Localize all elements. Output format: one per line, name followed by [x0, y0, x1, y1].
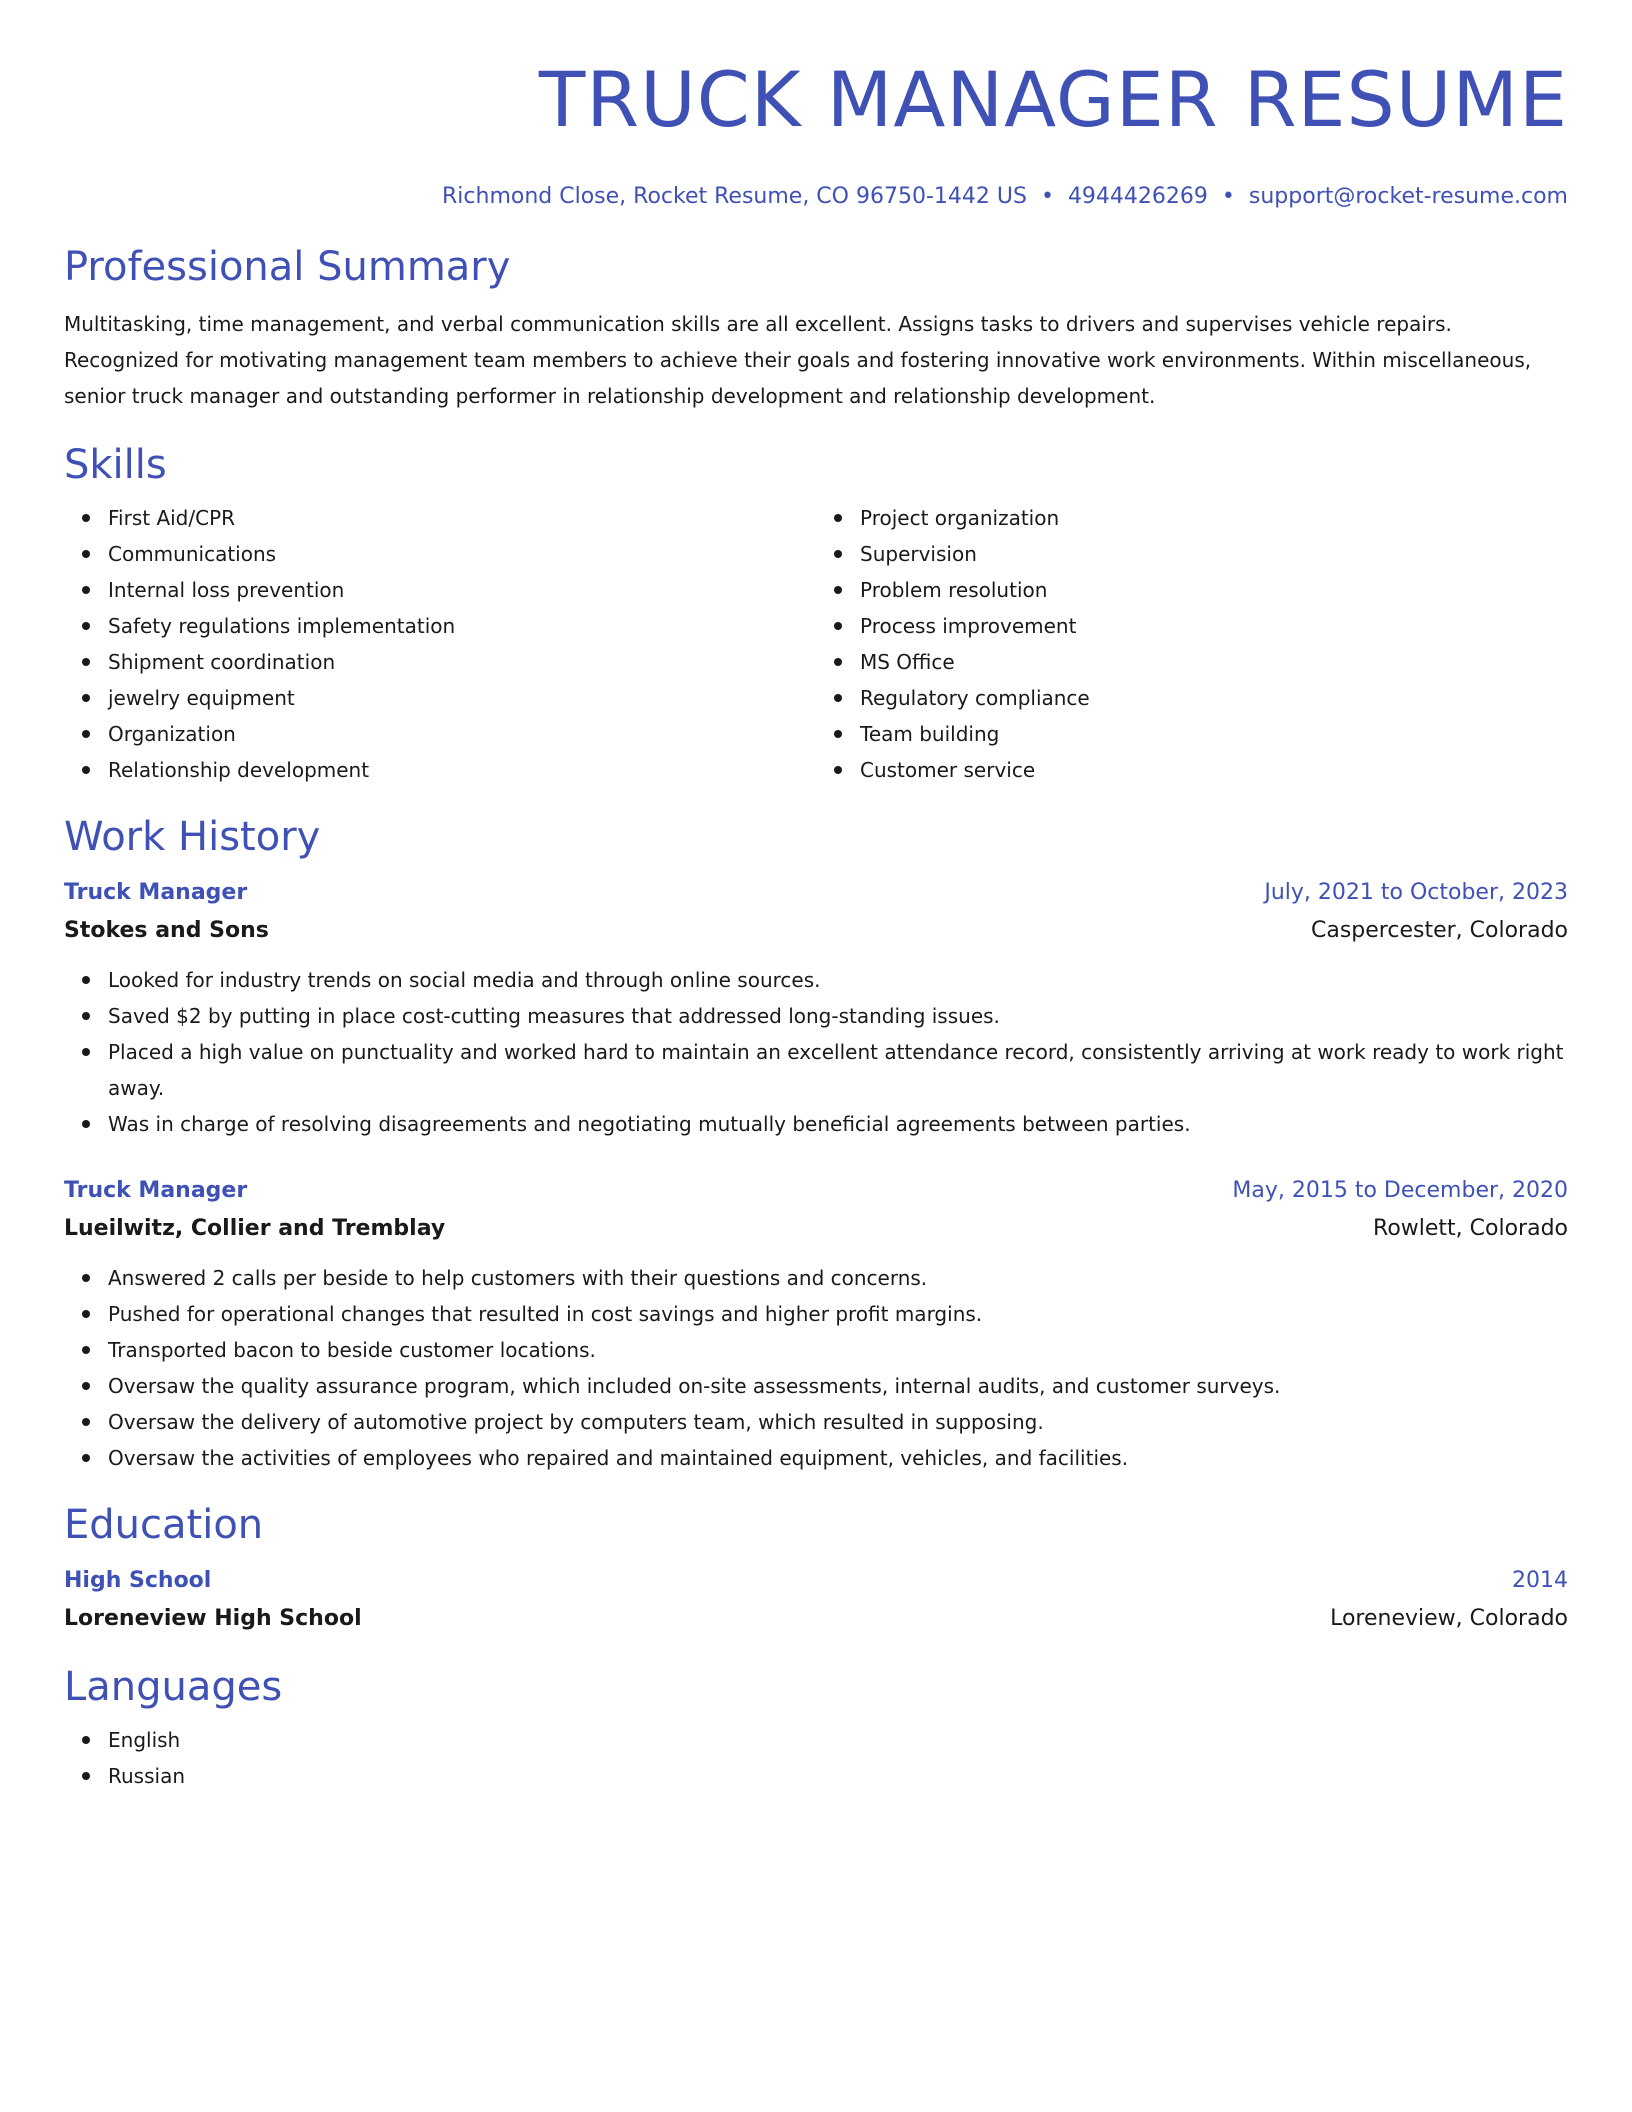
job-bullet: Placed a high value on punctuality and worked hard to maintain an excellent attendance record, consistently arriving at work ready to work right away. — [108, 1034, 1568, 1106]
job-dates: May, 2015 to December, 2020 — [1232, 1178, 1568, 1203]
education-school-row — [64, 1600, 1568, 1638]
skill-item: Team building — [860, 716, 1568, 752]
education-section — [64, 1500, 1568, 1638]
job-bullet: Oversaw the quality assurance program, which included on-site assessments, internal audits, and customer surveys. — [108, 1368, 1568, 1404]
contact-phone: 4944426269 — [1067, 184, 1208, 209]
skill-item: Process improvement — [860, 608, 1568, 644]
job-entry — [64, 1172, 1568, 1476]
contact-separator: • — [1040, 184, 1054, 209]
job-company: Stokes and Sons — [64, 918, 269, 943]
job-bullet: Looked for industry trends on social media and through online sources. — [108, 962, 1568, 998]
education-entry — [64, 1562, 1568, 1638]
contact-separator: • — [1221, 184, 1235, 209]
job-company-row — [64, 912, 1568, 950]
job-bullet: Oversaw the delivery of automotive project by computers team, which resulted in supposing. — [108, 1404, 1568, 1440]
education-header-row — [64, 1562, 1568, 1600]
job-bullet: Saved $2 by putting in place cost-cutting measures that addressed long-standing issues. — [108, 998, 1568, 1034]
skills-column-left — [64, 500, 816, 788]
skill-item: jewelry equipment — [108, 680, 816, 716]
skill-item: Regulatory compliance — [860, 680, 1568, 716]
education-school: Loreneview High School — [64, 1606, 362, 1631]
job-bullet: Pushed for operational changes that resulted in cost savings and higher profit margins. — [108, 1296, 1568, 1332]
skill-item: Internal loss prevention — [108, 572, 816, 608]
language-item: English — [108, 1722, 1568, 1758]
summary-section — [64, 242, 1568, 414]
skills-column-right — [816, 500, 1568, 788]
job-entry — [64, 874, 1568, 1142]
job-bullet: Oversaw the activities of employees who repaired and maintained equipment, vehicles, and facilities. — [108, 1440, 1568, 1476]
skill-item: Safety regulations implementation — [108, 608, 816, 644]
skill-item: Relationship development — [108, 752, 816, 788]
skill-item: Supervision — [860, 536, 1568, 572]
job-company: Lueilwitz, Collier and Tremblay — [64, 1216, 446, 1241]
skill-item: Project organization — [860, 500, 1568, 536]
skill-item: First Aid/CPR — [108, 500, 816, 536]
education-location: Loreneview, Colorado — [1330, 1606, 1568, 1631]
job-dates: July, 2021 to October, 2023 — [1264, 880, 1568, 905]
job-bullets — [64, 1260, 1568, 1476]
language-item: Russian — [108, 1758, 1568, 1794]
contact-address: Richmond Close, Rocket Resume, CO 96750-1442 US — [442, 184, 1027, 209]
education-degree: High School — [64, 1568, 212, 1593]
skills-section — [64, 440, 1568, 788]
job-bullets — [64, 962, 1568, 1142]
job-header-row — [64, 1172, 1568, 1210]
skills-grid — [64, 500, 1568, 788]
job-location: Caspercester, Colorado — [1311, 918, 1568, 943]
job-bullet: Transported bacon to beside customer locations. — [108, 1332, 1568, 1368]
languages-list — [64, 1722, 1568, 1794]
job-title: Truck Manager — [64, 1178, 248, 1203]
languages-heading: Languages — [64, 1664, 283, 1710]
job-company-row — [64, 1210, 1568, 1248]
languages-section — [64, 1662, 1568, 1794]
skill-item: Communications — [108, 536, 816, 572]
skills-list-left — [64, 500, 816, 788]
job-bullet: Answered 2 calls per beside to help customers with their questions and concerns. — [108, 1260, 1568, 1296]
work-heading: Work History — [64, 814, 321, 860]
summary-heading: Professional Summary — [64, 244, 511, 290]
resume-title: TRUCK MANAGER RESUME — [538, 55, 1568, 144]
work-section — [64, 812, 1568, 1476]
summary-text: Multitasking, time management, and verbal communication skills are all excellent. Assigns tasks to drivers and supervises vehicle repairs. Recognized for motivating management team members to achieve their goals and fostering innovative work environments. Within miscellaneous, senior truck manager and outstanding performer in relationship development and relationship development. — [64, 312, 1532, 408]
skill-item: Organization — [108, 716, 816, 752]
education-heading: Education — [64, 1502, 264, 1548]
skills-heading: Skills — [64, 442, 167, 488]
skill-item: MS Office — [860, 644, 1568, 680]
skill-item: Customer service — [860, 752, 1568, 788]
contact-line — [64, 182, 1568, 212]
education-year: 2014 — [1512, 1568, 1568, 1593]
job-header-row — [64, 874, 1568, 912]
skills-list-right — [816, 500, 1568, 788]
job-location: Rowlett, Colorado — [1373, 1216, 1568, 1241]
job-title: Truck Manager — [64, 880, 248, 905]
skill-item: Problem resolution — [860, 572, 1568, 608]
skill-item: Shipment coordination — [108, 644, 816, 680]
job-bullet: Was in charge of resolving disagreements and negotiating mutually beneficial agreements between parties. — [108, 1106, 1568, 1142]
contact-email: support@rocket-resume.com — [1248, 184, 1568, 209]
